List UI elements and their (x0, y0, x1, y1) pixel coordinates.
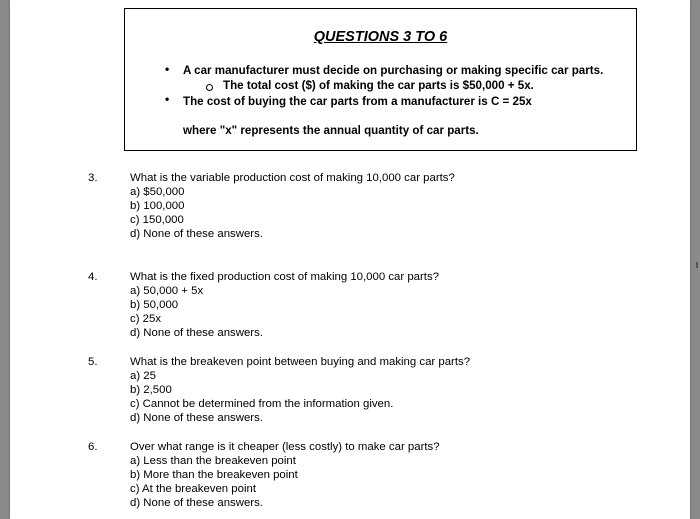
answer-option: c) Cannot be determined from the information given. (130, 398, 394, 410)
sub-bullet-icon (206, 84, 213, 91)
answer-option: c) 25x (130, 313, 162, 325)
question-number: 5. (88, 356, 98, 368)
answer-option: b) 100,000 (130, 200, 185, 212)
answer-option: b) 2,500 (130, 384, 172, 396)
answer-option: d) None of these answers. (130, 412, 263, 424)
question-text: What is the fixed production cost of making 10,000 car parts? (130, 271, 439, 283)
bullet-icon: • (165, 62, 170, 76)
question-text: What is the breakeven point between buying and making car parts? (130, 356, 471, 368)
scroll-edge-marker (696, 262, 698, 268)
bullet-icon: • (165, 92, 170, 106)
question-number: 6. (88, 441, 98, 453)
question-text: Over what range is it cheaper (less costly) to make car parts? (130, 441, 440, 453)
box-bullet-1: A car manufacturer must decide on purchasing or making specific car parts. (183, 64, 604, 77)
answer-option: c) At the breakeven point (130, 483, 257, 495)
answer-option: a) 25 (130, 370, 156, 382)
info-box (124, 8, 637, 151)
answer-option: c) 150,000 (130, 214, 184, 226)
answer-option: a) 50,000 + 5x (130, 285, 204, 297)
question-number: 4. (88, 271, 98, 283)
answer-option: b) More than the breakeven point (130, 469, 298, 481)
box-title: QUESTIONS 3 TO 6 (313, 29, 448, 45)
answer-option: d) None of these answers. (130, 228, 263, 240)
question-number: 3. (88, 172, 98, 184)
answer-option: d) None of these answers. (130, 327, 263, 339)
answer-option: b) 50,000 (130, 299, 179, 311)
answer-option: a) $50,000 (130, 186, 185, 198)
box-note: where "x" represents the annual quantity of car parts. (183, 124, 479, 137)
question-text: What is the variable production cost of making 10,000 car parts? (130, 172, 455, 184)
answer-option: a) Less than the breakeven point (130, 455, 296, 467)
answer-option: d) None of these answers. (130, 497, 263, 509)
box-sub-bullet-1: The total cost ($) of making the car parts is $50,000 + 5x. (223, 79, 534, 92)
box-bullet-2: The cost of buying the car parts from a manufacturer is C = 25x (183, 95, 532, 108)
